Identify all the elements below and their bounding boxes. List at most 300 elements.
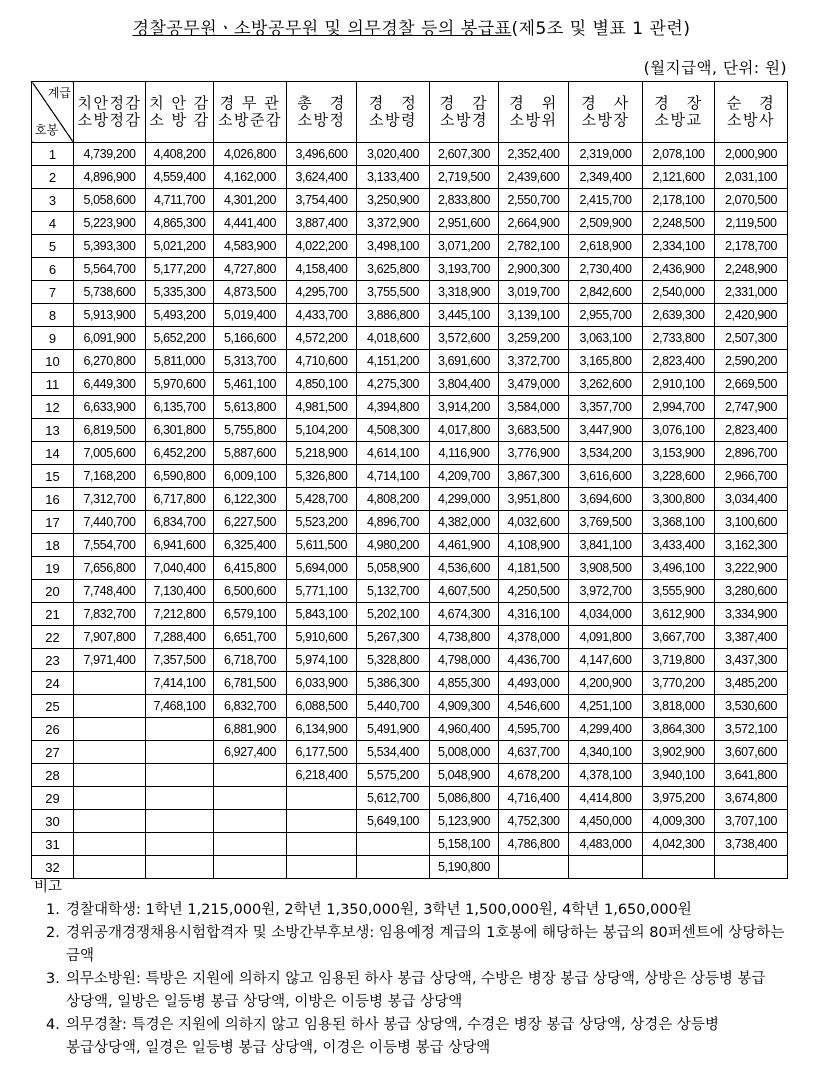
salary-cell: 2,900,300 <box>499 258 569 281</box>
salary-cell: 6,227,500 <box>214 511 287 534</box>
table-row <box>32 143 788 166</box>
salary-cell: 3,940,100 <box>643 764 715 787</box>
salary-cell: 4,250,500 <box>499 580 569 603</box>
salary-cell: 2,439,600 <box>499 166 569 189</box>
salary-cell <box>357 833 430 856</box>
salary-cell: 4,493,000 <box>499 672 569 695</box>
step-number-cell: 10 <box>32 350 74 373</box>
salary-cell: 5,048,900 <box>430 764 499 787</box>
salary-cell: 6,717,800 <box>146 488 214 511</box>
salary-cell <box>146 764 214 787</box>
step-number-cell: 17 <box>32 511 74 534</box>
salary-cell: 4,433,700 <box>287 304 357 327</box>
salary-cell: 5,335,300 <box>146 281 214 304</box>
step-number-cell: 6 <box>32 258 74 281</box>
salary-cell: 3,616,600 <box>569 465 643 488</box>
salary-cell: 3,280,600 <box>715 580 788 603</box>
salary-cell: 6,881,900 <box>214 718 287 741</box>
salary-cell: 6,651,700 <box>214 626 287 649</box>
salary-cell: 3,250,900 <box>357 189 430 212</box>
fire-rank-label: 소방사 <box>727 111 775 129</box>
salary-cell: 3,259,200 <box>499 327 569 350</box>
salary-cell: 3,162,300 <box>715 534 788 557</box>
salary-cell: 4,301,200 <box>214 189 287 212</box>
salary-cell: 5,755,800 <box>214 419 287 442</box>
note-number: 2. <box>46 925 60 941</box>
salary-cell: 4,378,100 <box>569 764 643 787</box>
police-rank-label: 치안정감 <box>77 94 142 112</box>
salary-cell: 5,534,400 <box>357 741 430 764</box>
note-item <box>46 1014 794 1060</box>
salary-cell: 4,595,700 <box>499 718 569 741</box>
salary-cell: 4,850,100 <box>287 373 357 396</box>
salary-cell: 2,319,000 <box>569 143 643 166</box>
salary-cell: 5,086,800 <box>430 787 499 810</box>
table-row <box>32 695 788 718</box>
salary-cell: 4,637,700 <box>499 741 569 764</box>
step-number-cell: 9 <box>32 327 74 350</box>
salary-cell: 3,300,800 <box>643 488 715 511</box>
salary-cell: 5,493,200 <box>146 304 214 327</box>
salary-cell: 5,190,800 <box>430 856 499 879</box>
salary-cell: 3,372,900 <box>357 212 430 235</box>
salary-cell: 5,021,200 <box>146 235 214 258</box>
fire-rank-label: 소방교 <box>654 111 703 129</box>
salary-cell: 2,833,800 <box>430 189 499 212</box>
table-row <box>32 810 788 833</box>
table-row <box>32 787 788 810</box>
salary-cell: 4,026,800 <box>214 143 287 166</box>
salary-cell: 6,325,400 <box>214 534 287 557</box>
rank-header <box>569 82 643 143</box>
salary-cell: 3,437,300 <box>715 649 788 672</box>
salary-cell: 2,000,900 <box>715 143 788 166</box>
table-row <box>32 534 788 557</box>
salary-cell: 3,572,100 <box>715 718 788 741</box>
step-number-cell: 3 <box>32 189 74 212</box>
salary-cell: 4,275,300 <box>357 373 430 396</box>
salary-cell: 3,498,100 <box>357 235 430 258</box>
corner-rank-label: 계급 <box>47 86 71 100</box>
salary-cell: 3,738,400 <box>715 833 788 856</box>
table-row <box>32 741 788 764</box>
salary-cell: 3,139,100 <box>499 304 569 327</box>
salary-cell: 6,177,500 <box>287 741 357 764</box>
salary-cell: 5,461,100 <box>214 373 287 396</box>
salary-cell: 3,445,100 <box>430 304 499 327</box>
salary-cell: 3,357,700 <box>569 396 643 419</box>
salary-cell: 3,770,200 <box>643 672 715 695</box>
salary-cell: 4,896,900 <box>74 166 146 189</box>
salary-cell: 4,678,200 <box>499 764 569 787</box>
salary-cell: 4,808,200 <box>357 488 430 511</box>
salary-cell: 3,368,100 <box>643 511 715 534</box>
salary-cell: 2,070,500 <box>715 189 788 212</box>
salary-cell: 2,121,600 <box>643 166 715 189</box>
salary-cell: 6,819,500 <box>74 419 146 442</box>
salary-cell: 3,804,400 <box>430 373 499 396</box>
salary-cell: 6,832,700 <box>214 695 287 718</box>
salary-cell: 2,994,700 <box>643 396 715 419</box>
police-rank-label: 순 경 <box>726 94 776 112</box>
salary-cell: 2,331,000 <box>715 281 788 304</box>
salary-cell: 4,711,700 <box>146 189 214 212</box>
rank-header <box>287 82 357 143</box>
table-header-row <box>32 82 788 143</box>
salary-cell: 3,683,500 <box>499 419 569 442</box>
salary-cell: 3,975,200 <box>643 787 715 810</box>
rank-header <box>430 82 499 143</box>
salary-cell: 3,818,000 <box>643 695 715 718</box>
note-item <box>46 899 794 922</box>
salary-cell: 7,748,400 <box>74 580 146 603</box>
salary-cell: 2,669,500 <box>715 373 788 396</box>
fire-rank-label: 소방정감 <box>77 111 142 129</box>
salary-cell: 3,607,600 <box>715 741 788 764</box>
salary-cell: 3,694,600 <box>569 488 643 511</box>
fire-rank-label: 소방경 <box>440 111 488 129</box>
table-row <box>32 189 788 212</box>
salary-cell: 4,855,300 <box>430 672 499 695</box>
salary-cell: 2,842,600 <box>569 281 643 304</box>
salary-cell: 2,733,800 <box>643 327 715 350</box>
note-text: 의무경찰: 특경은 지원에 의하지 않고 임용된 하사 봉급 상당액, 수경은 병장 봉급 상당액, 상경은 상등병 봉급상당액, 일경은 일등병 봉급 상당액, 이경은 이등병 봉급 상당액 <box>66 1017 719 1056</box>
salary-cell: 4,042,300 <box>643 833 715 856</box>
salary-cell: 4,786,800 <box>499 833 569 856</box>
table-row <box>32 511 788 534</box>
rank-header <box>214 82 287 143</box>
salary-cell: 3,914,200 <box>430 396 499 419</box>
step-number-cell: 18 <box>32 534 74 557</box>
salary-cell: 2,664,900 <box>499 212 569 235</box>
note-item <box>46 922 794 968</box>
salary-cell: 3,222,900 <box>715 557 788 580</box>
salary-cell <box>74 695 146 718</box>
salary-cell: 7,656,800 <box>74 557 146 580</box>
salary-cell: 3,076,100 <box>643 419 715 442</box>
salary-cell: 2,896,700 <box>715 442 788 465</box>
salary-cell: 6,270,800 <box>74 350 146 373</box>
salary-cell: 6,033,900 <box>287 672 357 695</box>
salary-cell: 4,091,800 <box>569 626 643 649</box>
salary-cell: 5,974,100 <box>287 649 357 672</box>
salary-cell: 2,415,700 <box>569 189 643 212</box>
salary-cell <box>74 718 146 741</box>
salary-cell: 5,058,600 <box>74 189 146 212</box>
fire-rank-label: 소방령 <box>369 111 417 129</box>
salary-cell <box>287 787 357 810</box>
table-row <box>32 304 788 327</box>
step-number-cell: 25 <box>32 695 74 718</box>
salary-cell: 3,867,300 <box>499 465 569 488</box>
table-row <box>32 488 788 511</box>
salary-cell: 7,130,400 <box>146 580 214 603</box>
salary-cell: 3,133,400 <box>357 166 430 189</box>
fire-rank-label: 소방정 <box>297 111 346 129</box>
salary-cell: 6,091,900 <box>74 327 146 350</box>
salary-cell: 4,181,500 <box>499 557 569 580</box>
table-row <box>32 166 788 189</box>
salary-cell: 3,555,900 <box>643 580 715 603</box>
step-number-cell: 19 <box>32 557 74 580</box>
step-number-cell: 5 <box>32 235 74 258</box>
salary-cell: 3,625,800 <box>357 258 430 281</box>
salary-cell: 3,479,000 <box>499 373 569 396</box>
salary-cell: 4,450,000 <box>569 810 643 833</box>
salary-cell: 2,248,900 <box>715 258 788 281</box>
salary-cell: 5,970,600 <box>146 373 214 396</box>
salary-cell: 4,559,400 <box>146 166 214 189</box>
rank-header <box>643 82 715 143</box>
salary-cell: 3,667,700 <box>643 626 715 649</box>
salary-cell <box>74 833 146 856</box>
salary-cell <box>74 810 146 833</box>
salary-cell: 4,032,600 <box>499 511 569 534</box>
salary-cell: 4,251,100 <box>569 695 643 718</box>
salary-cell: 3,318,900 <box>430 281 499 304</box>
salary-cell <box>146 787 214 810</box>
rank-header <box>715 82 788 143</box>
salary-cell: 5,019,400 <box>214 304 287 327</box>
salary-cell: 3,034,400 <box>715 488 788 511</box>
salary-cell: 3,769,500 <box>569 511 643 534</box>
salary-cell: 5,058,900 <box>357 557 430 580</box>
step-number-cell: 7 <box>32 281 74 304</box>
police-rank-label: 경 감 <box>439 94 489 112</box>
salary-cell: 3,719,800 <box>643 649 715 672</box>
salary-cell <box>146 810 214 833</box>
salary-cell: 5,612,700 <box>357 787 430 810</box>
note-text: 의무소방원: 특방은 지원에 의하지 않고 임용된 하사 봉급 상당액, 수방은 병장 봉급 상당액, 상방은 상등병 봉급 상당액, 일방은 일등병 봉급 상당액, 이방은 이등병 봉급 상당액 <box>66 971 766 1010</box>
salary-cell: 4,727,800 <box>214 258 287 281</box>
salary-cell: 3,193,700 <box>430 258 499 281</box>
salary-cell: 4,674,300 <box>430 603 499 626</box>
salary-cell: 4,340,100 <box>569 741 643 764</box>
step-number-cell: 22 <box>32 626 74 649</box>
salary-cell: 4,546,600 <box>499 695 569 718</box>
salary-cell: 4,147,600 <box>569 649 643 672</box>
salary-cell: 3,019,700 <box>499 281 569 304</box>
salary-cell: 5,104,200 <box>287 419 357 442</box>
salary-cell: 6,415,800 <box>214 557 287 580</box>
salary-cell: 6,135,700 <box>146 396 214 419</box>
police-rank-label: 경 장 <box>654 94 703 112</box>
step-number-cell: 24 <box>32 672 74 695</box>
salary-cell: 5,158,100 <box>430 833 499 856</box>
salary-cell: 3,020,400 <box>357 143 430 166</box>
table-body <box>32 143 788 879</box>
step-number-cell: 13 <box>32 419 74 442</box>
salary-cell: 6,633,900 <box>74 396 146 419</box>
salary-cell: 3,485,200 <box>715 672 788 695</box>
salary-cell: 4,738,800 <box>430 626 499 649</box>
salary-cell: 3,534,200 <box>569 442 643 465</box>
salary-cell: 4,614,100 <box>357 442 430 465</box>
salary-cell: 5,771,100 <box>287 580 357 603</box>
salary-cell: 5,913,900 <box>74 304 146 327</box>
table-row <box>32 718 788 741</box>
salary-cell: 3,530,600 <box>715 695 788 718</box>
salary-cell: 2,540,000 <box>643 281 715 304</box>
salary-cell: 7,468,100 <box>146 695 214 718</box>
salary-cell: 5,440,700 <box>357 695 430 718</box>
salary-cell: 2,352,400 <box>499 143 569 166</box>
salary-cell: 5,428,700 <box>287 488 357 511</box>
step-number-cell: 30 <box>32 810 74 833</box>
salary-cell: 4,536,600 <box>430 557 499 580</box>
salary-cell: 4,960,400 <box>430 718 499 741</box>
salary-cell: 4,461,900 <box>430 534 499 557</box>
rank-header <box>499 82 569 143</box>
table-row <box>32 833 788 856</box>
table-row <box>32 672 788 695</box>
salary-cell <box>214 810 287 833</box>
salary-cell: 5,611,500 <box>287 534 357 557</box>
salary-cell: 7,005,600 <box>74 442 146 465</box>
step-number-cell: 1 <box>32 143 74 166</box>
salary-cell: 4,151,200 <box>357 350 430 373</box>
salary-cell: 7,440,700 <box>74 511 146 534</box>
salary-cell: 4,714,100 <box>357 465 430 488</box>
salary-cell: 6,134,900 <box>287 718 357 741</box>
step-number-cell: 23 <box>32 649 74 672</box>
salary-cell: 2,334,100 <box>643 235 715 258</box>
salary-cell: 4,710,600 <box>287 350 357 373</box>
notes-list <box>34 899 794 1060</box>
salary-cell: 4,980,200 <box>357 534 430 557</box>
notes-section <box>34 876 794 1060</box>
salary-cell: 3,153,900 <box>643 442 715 465</box>
step-number-cell: 31 <box>32 833 74 856</box>
salary-cell: 4,981,500 <box>287 396 357 419</box>
salary-cell: 4,483,000 <box>569 833 643 856</box>
salary-cell: 2,119,500 <box>715 212 788 235</box>
salary-cell: 3,496,100 <box>643 557 715 580</box>
salary-cell: 2,951,600 <box>430 212 499 235</box>
salary-cell: 4,607,500 <box>430 580 499 603</box>
salary-cell: 4,909,300 <box>430 695 499 718</box>
salary-cell: 3,951,800 <box>499 488 569 511</box>
salary-cell: 6,088,500 <box>287 695 357 718</box>
salary-cell: 2,178,100 <box>643 189 715 212</box>
salary-cell: 2,955,700 <box>569 304 643 327</box>
salary-cell: 3,165,800 <box>569 350 643 373</box>
salary-cell: 5,328,800 <box>357 649 430 672</box>
salary-cell: 3,674,800 <box>715 787 788 810</box>
table-row <box>32 557 788 580</box>
salary-cell: 2,507,300 <box>715 327 788 350</box>
salary-cell: 4,009,300 <box>643 810 715 833</box>
step-number-cell: 28 <box>32 764 74 787</box>
salary-cell: 5,218,900 <box>287 442 357 465</box>
salary-cell: 6,218,400 <box>287 764 357 787</box>
salary-cell: 2,420,900 <box>715 304 788 327</box>
salary-cell: 4,436,700 <box>499 649 569 672</box>
salary-cell: 7,554,700 <box>74 534 146 557</box>
salary-cell: 3,496,600 <box>287 143 357 166</box>
police-rank-label: 경 무 관 <box>219 94 281 112</box>
salary-cell: 3,902,900 <box>643 741 715 764</box>
salary-cell: 6,500,600 <box>214 580 287 603</box>
salary-cell: 6,941,600 <box>146 534 214 557</box>
salary-cell: 3,864,300 <box>643 718 715 741</box>
rank-header <box>357 82 430 143</box>
salary-cell: 5,613,800 <box>214 396 287 419</box>
table-row <box>32 442 788 465</box>
salary-cell: 3,691,600 <box>430 350 499 373</box>
table-row <box>32 626 788 649</box>
salary-cell: 3,776,900 <box>499 442 569 465</box>
salary-cell: 7,971,400 <box>74 649 146 672</box>
salary-cell: 3,372,700 <box>499 350 569 373</box>
salary-cell: 6,718,700 <box>214 649 287 672</box>
salary-cell: 5,910,600 <box>287 626 357 649</box>
table-row <box>32 281 788 304</box>
step-number-cell: 27 <box>32 741 74 764</box>
salary-cell: 5,123,900 <box>430 810 499 833</box>
salary-cell: 4,896,700 <box>357 511 430 534</box>
fire-rank-label: 소방준감 <box>218 111 282 129</box>
salary-cell: 4,408,200 <box>146 143 214 166</box>
salary-cell: 4,034,000 <box>569 603 643 626</box>
salary-cell: 3,612,900 <box>643 603 715 626</box>
salary-cell: 4,716,400 <box>499 787 569 810</box>
salary-cell: 2,782,100 <box>499 235 569 258</box>
salary-cell: 3,228,600 <box>643 465 715 488</box>
salary-cell: 5,386,300 <box>357 672 430 695</box>
salary-cell <box>74 741 146 764</box>
salary-cell: 2,607,300 <box>430 143 499 166</box>
note-number: 4. <box>46 1017 60 1033</box>
title-suffix: (제5조 및 별표 1 관련) <box>511 19 691 39</box>
salary-cell: 5,694,000 <box>287 557 357 580</box>
step-number-cell: 29 <box>32 787 74 810</box>
salary-cell: 4,017,800 <box>430 419 499 442</box>
salary-cell: 4,583,900 <box>214 235 287 258</box>
fire-rank-label: 소방장 <box>581 111 630 129</box>
salary-cell: 7,212,800 <box>146 603 214 626</box>
table-row <box>32 373 788 396</box>
salary-cell: 4,572,200 <box>287 327 357 350</box>
step-number-cell: 2 <box>32 166 74 189</box>
fire-rank-label: 소 방 감 <box>149 111 210 129</box>
salary-cell: 4,209,700 <box>430 465 499 488</box>
salary-cell <box>287 810 357 833</box>
corner-cell <box>32 82 74 143</box>
salary-cell: 4,382,000 <box>430 511 499 534</box>
salary-cell <box>74 764 146 787</box>
note-number: 1. <box>46 902 60 918</box>
salary-cell <box>74 787 146 810</box>
salary-cell: 4,116,900 <box>430 442 499 465</box>
salary-cell: 4,158,400 <box>287 258 357 281</box>
salary-cell <box>146 741 214 764</box>
table-row <box>32 350 788 373</box>
salary-cell: 6,449,300 <box>74 373 146 396</box>
salary-cell: 5,523,200 <box>287 511 357 534</box>
salary-cell: 6,301,800 <box>146 419 214 442</box>
salary-cell: 4,299,400 <box>569 718 643 741</box>
salary-cell <box>214 833 287 856</box>
police-rank-label: 경 사 <box>581 94 630 112</box>
salary-cell: 5,575,200 <box>357 764 430 787</box>
salary-cell: 3,262,600 <box>569 373 643 396</box>
salary-cell: 5,267,300 <box>357 626 430 649</box>
salary-cell: 4,378,000 <box>499 626 569 649</box>
salary-cell: 4,739,200 <box>74 143 146 166</box>
note-text: 경찰대학생: 1학년 1,215,000원, 2학년 1,350,000원, 3학년 1,500,000원, 4학년 1,650,000원 <box>66 902 692 918</box>
salary-cell: 2,349,400 <box>569 166 643 189</box>
